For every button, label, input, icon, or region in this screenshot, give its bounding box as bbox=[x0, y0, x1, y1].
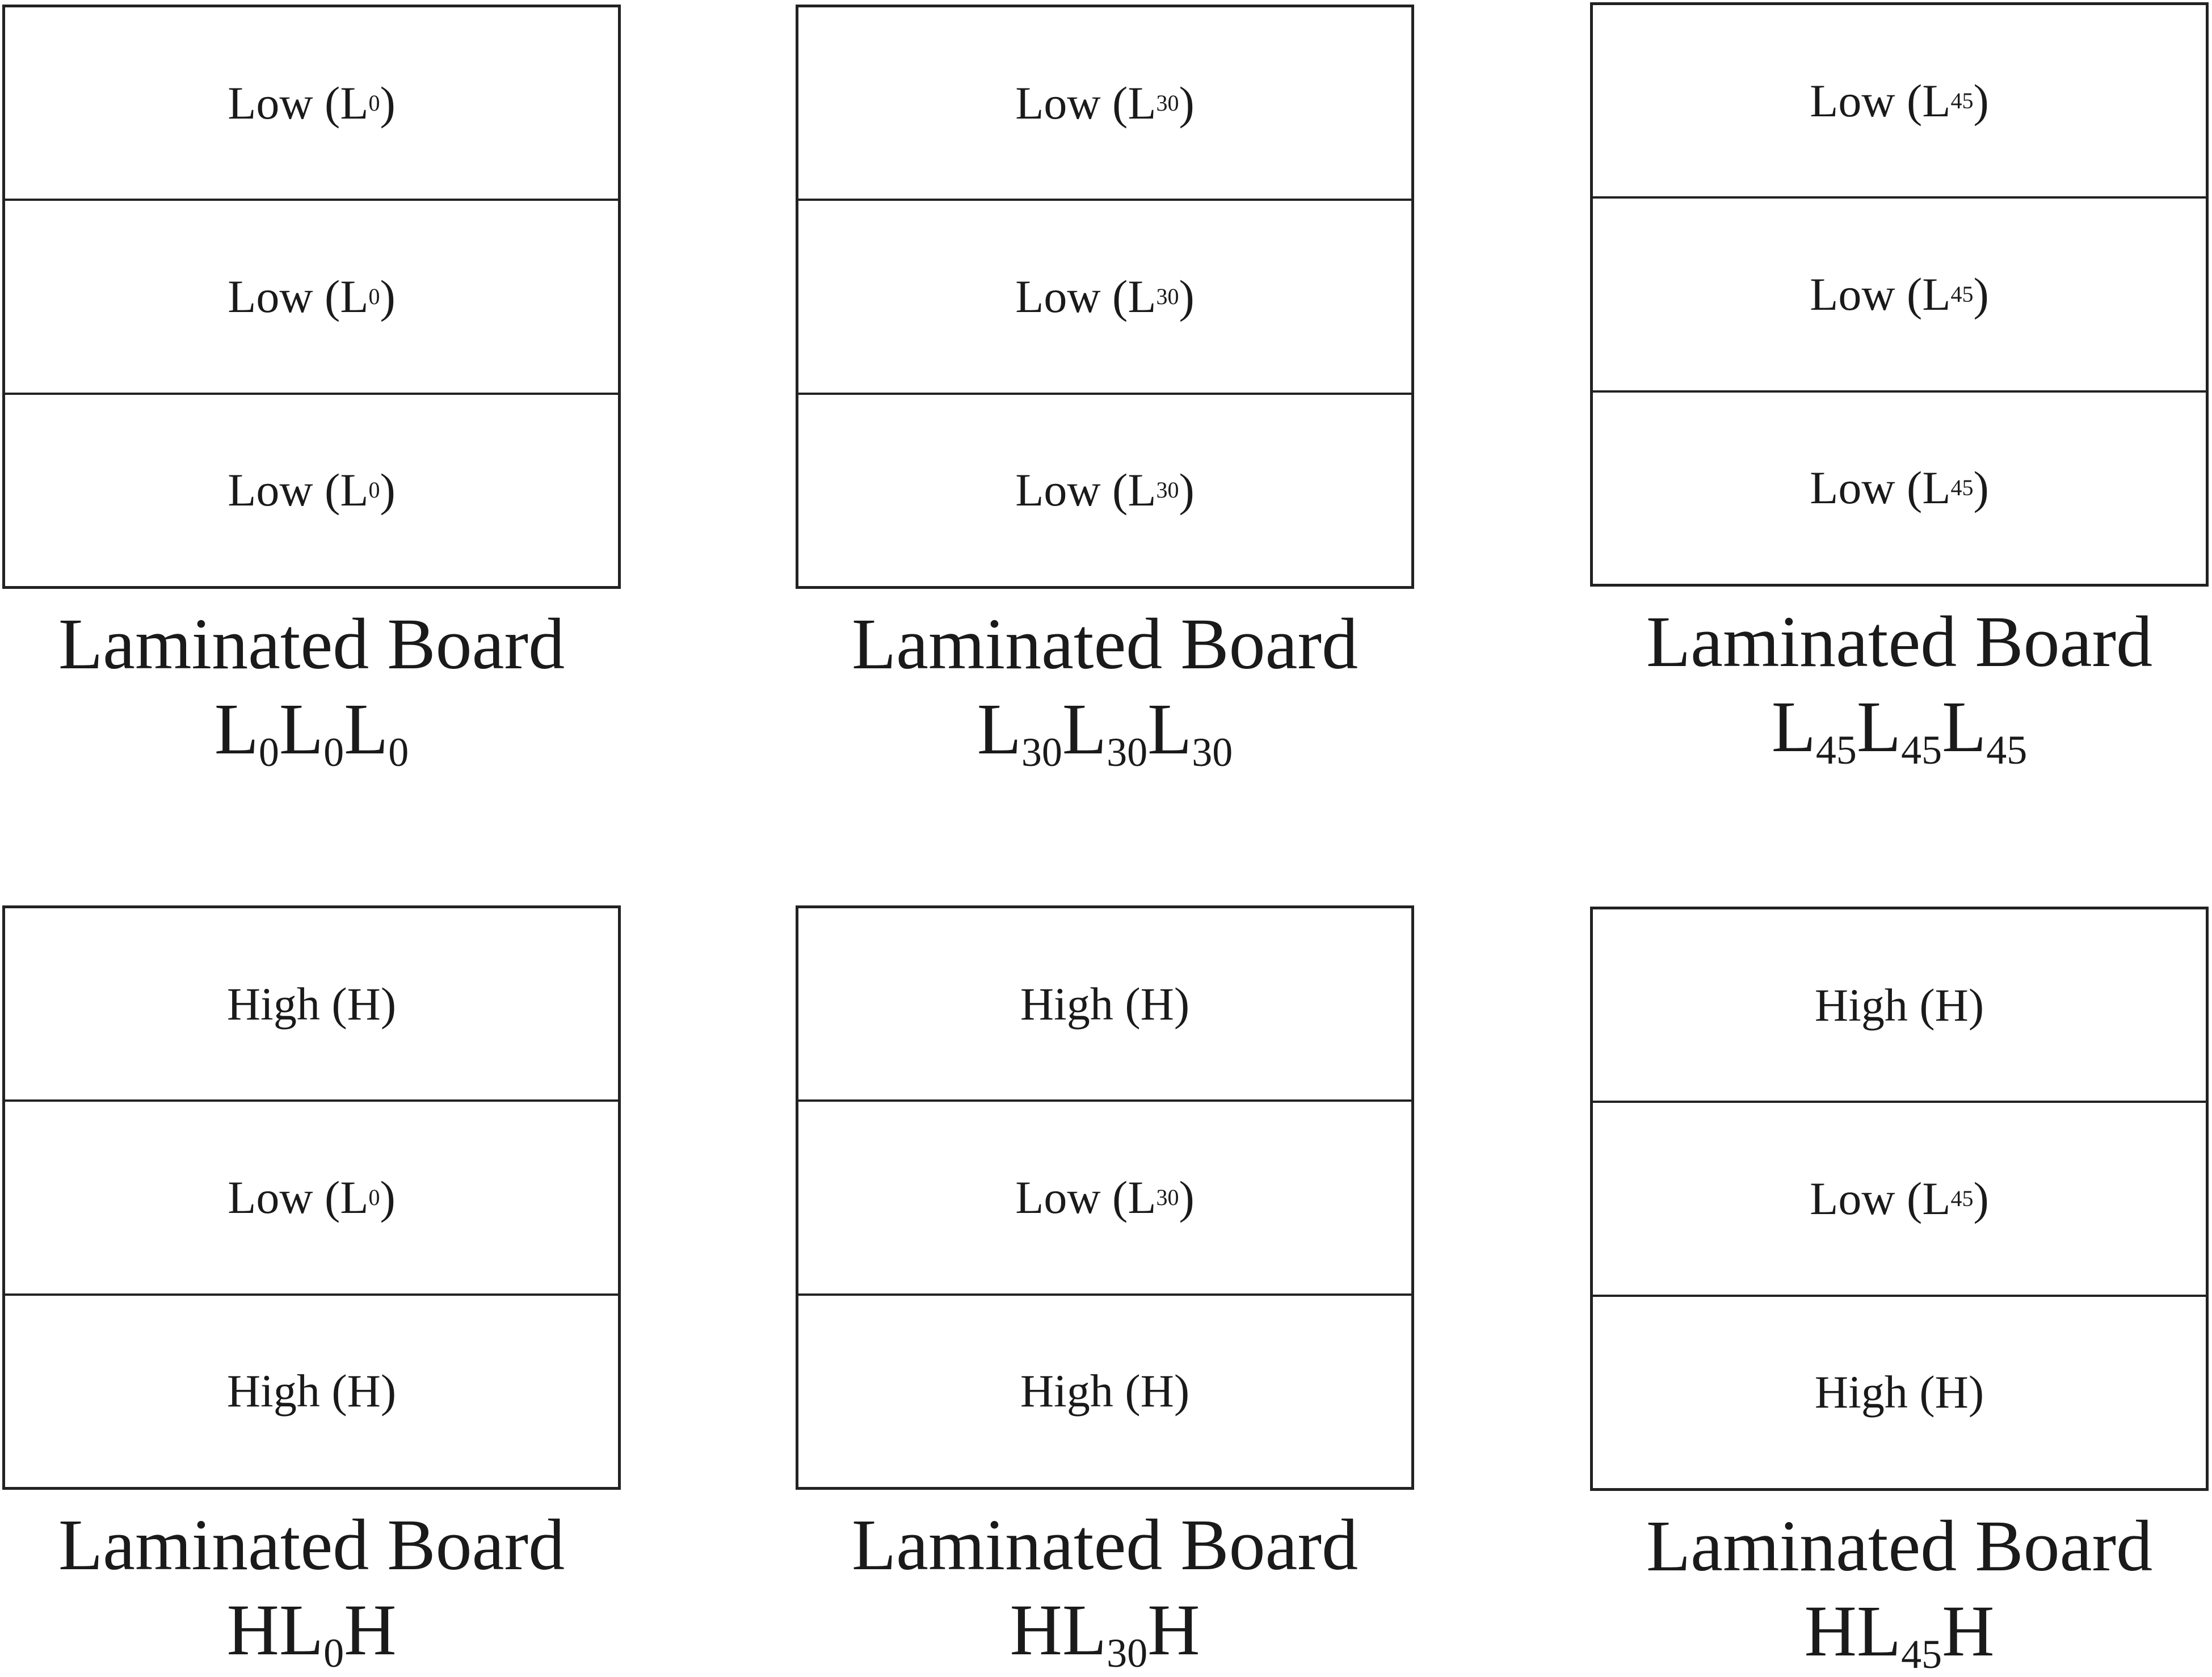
board-caption bbox=[2, 601, 621, 775]
code-part: H bbox=[1147, 1590, 1200, 1670]
code-subscript: 0 bbox=[323, 730, 344, 775]
code-subscript: 45 bbox=[1986, 727, 2028, 773]
caption-code bbox=[796, 686, 1414, 775]
layer-stack bbox=[2, 5, 621, 589]
code-subscript: 45 bbox=[1815, 727, 1857, 773]
code-subscript: 0 bbox=[323, 1630, 344, 1676]
layer-label: High (H) bbox=[1020, 1365, 1190, 1417]
code-subscript: 45 bbox=[1901, 1632, 1942, 1677]
code-subscript: 30 bbox=[1192, 730, 1233, 775]
caption-code bbox=[796, 1587, 1414, 1676]
code-part: L bbox=[214, 689, 259, 769]
layer-close: ) bbox=[1973, 1172, 1989, 1224]
layer-label: Low (L bbox=[228, 464, 369, 516]
code-part: L bbox=[1062, 689, 1107, 769]
layer-close: ) bbox=[1179, 464, 1195, 516]
code-part: HL bbox=[1804, 1591, 1902, 1671]
code-part: L bbox=[1942, 686, 1987, 767]
layer-bottom: Low (L 30 ) bbox=[1015, 464, 1195, 516]
layer-label: High (H) bbox=[1814, 1366, 1984, 1418]
layer-label: Low (L bbox=[1015, 270, 1157, 322]
layer-label: Low (L bbox=[1810, 1172, 1951, 1224]
caption-title: Laminated Board bbox=[851, 1505, 1359, 1585]
code-part: H bbox=[1942, 1591, 1995, 1671]
layer-bottom bbox=[1593, 1297, 2206, 1488]
layer-label: High (H) bbox=[226, 1365, 397, 1417]
layer-top: Low (L 45 ) bbox=[1593, 5, 2206, 199]
board-l30l30l30 bbox=[796, 5, 1414, 775]
board-hl45h bbox=[1590, 907, 2209, 1677]
layer-close: ) bbox=[1179, 270, 1195, 322]
board-hl30h bbox=[796, 905, 1414, 1676]
caption-code bbox=[1590, 1588, 2209, 1677]
layer-label: High (H) bbox=[1020, 977, 1190, 1030]
board-caption bbox=[796, 601, 1414, 775]
board-l0l0l0 bbox=[2, 5, 621, 775]
caption-title: Laminated Board bbox=[58, 604, 565, 684]
layer-middle: Low (L 30 ) bbox=[798, 201, 1411, 394]
layer-stack bbox=[2, 905, 621, 1490]
layer-label: Low (L bbox=[1810, 74, 1951, 127]
layer-top bbox=[5, 908, 618, 1102]
caption-title: Laminated Board bbox=[1646, 601, 2153, 682]
layer-top bbox=[1593, 909, 2206, 1103]
layer-label: Low (L bbox=[1810, 462, 1951, 514]
layer-label: Low (L bbox=[228, 1171, 369, 1223]
layer-middle: Low (L 45 ) bbox=[1593, 199, 2206, 392]
board-caption bbox=[1590, 599, 2209, 773]
code-part: H bbox=[344, 1590, 397, 1670]
layer-label: Low (L bbox=[228, 77, 369, 129]
layer-bottom bbox=[5, 1296, 618, 1487]
code-subscript: 30 bbox=[1107, 1630, 1148, 1676]
layer-label: Low (L bbox=[228, 270, 369, 322]
caption-code bbox=[1590, 684, 2209, 773]
board-caption bbox=[796, 1502, 1414, 1676]
code-part: L bbox=[344, 689, 389, 769]
code-subscript: 45 bbox=[1901, 727, 1942, 773]
code-subscript: 0 bbox=[388, 730, 409, 775]
layer-close: ) bbox=[1973, 268, 1989, 320]
layer-label: High (H) bbox=[226, 977, 397, 1030]
layer-top: Low (L 0 ) bbox=[5, 7, 618, 201]
caption-title: Laminated Board bbox=[851, 604, 1359, 684]
layer-label: Low (L bbox=[1810, 268, 1951, 320]
code-part: HL bbox=[226, 1590, 324, 1670]
layer-close: ) bbox=[380, 1171, 396, 1223]
caption-code bbox=[2, 686, 621, 775]
layer-middle: Low (L 0 ) bbox=[5, 201, 618, 394]
code-part: L bbox=[977, 689, 1021, 769]
caption-title: Laminated Board bbox=[58, 1505, 565, 1585]
layer-label: High (H) bbox=[1814, 979, 1984, 1031]
board-hl0h bbox=[2, 905, 621, 1676]
layer-bottom: Low (L 0 ) bbox=[228, 464, 396, 516]
layer-label: Low (L bbox=[1015, 464, 1157, 516]
layer-label: Low (L bbox=[1015, 1171, 1157, 1223]
layer-close: ) bbox=[380, 77, 396, 129]
layer-stack bbox=[1590, 907, 2209, 1491]
code-part: HL bbox=[1010, 1590, 1107, 1670]
caption-code bbox=[2, 1587, 621, 1676]
board-l45l45l45 bbox=[1590, 2, 2209, 773]
layer-close: ) bbox=[380, 464, 396, 516]
layer-close: ) bbox=[1973, 462, 1989, 514]
code-part: L bbox=[1771, 686, 1816, 767]
layer-close: ) bbox=[1179, 1171, 1195, 1223]
board-caption bbox=[2, 1502, 621, 1676]
code-part: L bbox=[1147, 689, 1192, 769]
code-part: L bbox=[1856, 686, 1902, 767]
layer-top bbox=[798, 908, 1411, 1102]
layer-close: ) bbox=[1179, 77, 1195, 129]
layer-top: Low (L 30 ) bbox=[798, 7, 1411, 201]
layer-stack bbox=[796, 5, 1414, 589]
board-caption bbox=[1590, 1503, 2209, 1677]
code-part: L bbox=[279, 689, 324, 769]
code-subscript: 0 bbox=[258, 730, 279, 775]
code-subscript: 30 bbox=[1021, 730, 1062, 775]
layer-stack bbox=[796, 905, 1414, 1490]
layer-middle: Low (L 30 ) bbox=[798, 1102, 1411, 1295]
layer-bottom: Low (L 45 ) bbox=[1810, 462, 1989, 514]
code-subscript: 30 bbox=[1107, 730, 1148, 775]
layer-label: Low (L bbox=[1015, 77, 1157, 129]
layer-middle: Low (L 0 ) bbox=[5, 1102, 618, 1295]
layer-close: ) bbox=[1973, 74, 1989, 127]
caption-title: Laminated Board bbox=[1646, 1506, 2153, 1586]
layer-close: ) bbox=[380, 270, 396, 322]
layer-bottom bbox=[798, 1296, 1411, 1487]
layer-stack bbox=[1590, 2, 2209, 587]
layer-middle: Low (L 45 ) bbox=[1593, 1103, 2206, 1296]
